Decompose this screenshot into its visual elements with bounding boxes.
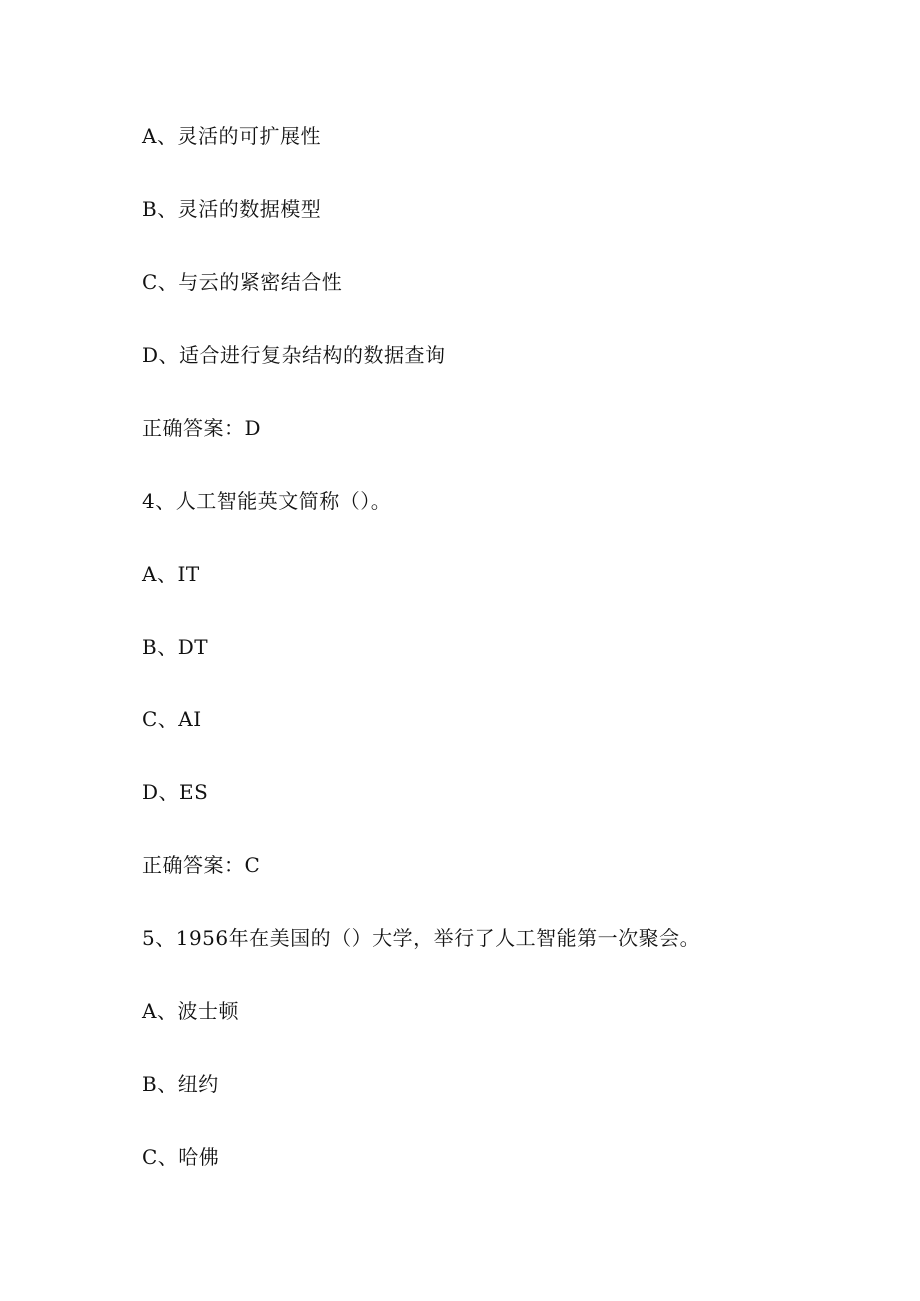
q4-option-d: D、ES [142, 780, 209, 804]
q5-question: 5、1956年在美国的（）大学，举行了人工智能第一次聚会。 [142, 926, 701, 950]
q5-option-c: C、哈佛 [142, 1145, 220, 1169]
q3-answer: 正确答案：D [142, 416, 262, 440]
q4-option-a: A、IT [142, 562, 200, 586]
q4-option-c: C、AI [142, 707, 202, 731]
q3-option-c: C、与云的紧密结合性 [142, 270, 343, 294]
q5-option-a: A、波士顿 [142, 999, 239, 1023]
q3-option-d: D、适合进行复杂结构的数据查询 [142, 343, 446, 367]
q4-option-b: B、DT [142, 635, 209, 659]
q4-question: 4、人工智能英文简称（）。 [142, 489, 392, 513]
q3-option-b: B、灵活的数据模型 [142, 197, 322, 221]
q3-option-a: A、灵活的可扩展性 [142, 124, 321, 148]
q5-option-b: B、纽约 [142, 1072, 219, 1096]
q4-answer: 正确答案：C [142, 853, 261, 877]
